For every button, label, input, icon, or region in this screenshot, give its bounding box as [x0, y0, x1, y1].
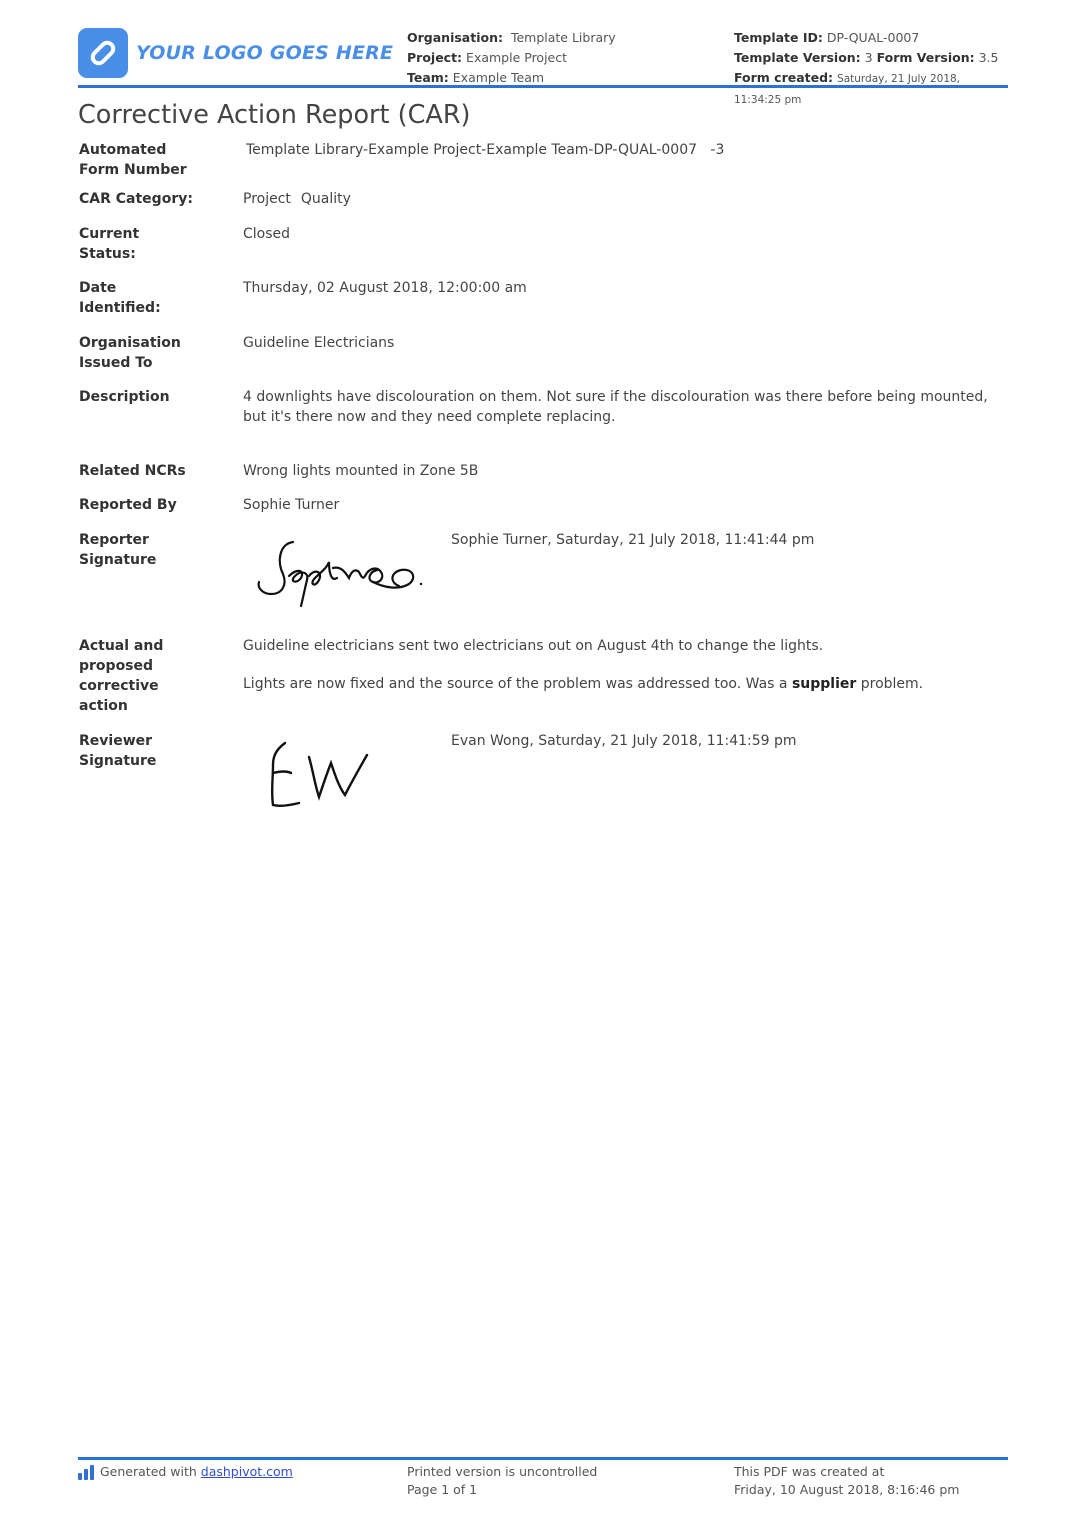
car-category-tag: Project — [243, 191, 291, 207]
page-title: Corrective Action Report (CAR) — [78, 100, 471, 130]
organisation-label: Organisation: — [407, 30, 503, 45]
corrective-action-label-line4: action — [79, 698, 128, 714]
organisation-issued-to-label — [79, 333, 229, 373]
pdf-created-label: This PDF was created at — [734, 1464, 885, 1479]
reviewer-signature-meta: Evan Wong, Saturday, 21 July 2018, 11:41:59 pm — [451, 733, 797, 749]
form-number-label-line2: Form Number — [79, 162, 187, 178]
reviewer-signature-label — [79, 731, 229, 771]
form-created-value: Saturday, 21 July 2018, 11:34:25 pm — [734, 73, 961, 106]
field-reporter-signature — [79, 530, 1009, 620]
date-identified-label-line1: Date — [79, 280, 117, 296]
form-version-value: 3.5 — [978, 50, 999, 65]
reported-by-value: Sophie Turner — [243, 497, 340, 513]
related-ncrs-value: Wrong lights mounted in Zone 5B — [243, 463, 479, 479]
current-status-label-line2: Status: — [79, 246, 136, 262]
team-value: Example Team — [452, 70, 545, 85]
date-identified-value: Thursday, 02 August 2018, 12:00:00 am — [243, 280, 527, 296]
template-version-label: Template Version: — [734, 50, 861, 65]
corrective-action-paragraph — [243, 674, 1003, 694]
car-category-value — [243, 189, 1003, 209]
team-label: Team: — [407, 70, 449, 85]
organisation-issued-to-value: Guideline Electricians — [243, 335, 395, 351]
dashpivot-link[interactable]: dashpivot.com — [200, 1464, 293, 1479]
organisation-value: Template Library — [510, 30, 616, 45]
form-number-label — [79, 140, 229, 180]
logo-icon — [78, 28, 128, 78]
template-version-value: 3 — [864, 50, 873, 65]
organisation-info — [407, 28, 616, 88]
header-divider — [78, 85, 1008, 88]
reporter-signature-label-line2: Signature — [79, 552, 157, 568]
template-id-value: DP-QUAL-0007 — [826, 30, 920, 45]
form-number-label-line1: Automated — [79, 142, 167, 158]
pdf-created-at: Friday, 10 August 2018, 8:16:46 pm — [734, 1482, 960, 1497]
form-number-main: Template Library-Example Project-Example Team-DP-QUAL-0007 — [246, 142, 698, 158]
reviewer-signature-image — [259, 735, 389, 815]
logo — [78, 28, 393, 78]
dashpivot-bars-icon — [78, 1464, 94, 1480]
footer-print-info — [407, 1463, 597, 1499]
current-status-label — [79, 224, 229, 264]
footer-generated — [78, 1463, 293, 1481]
page-number: Page 1 of 1 — [407, 1482, 478, 1497]
form-number-value — [246, 140, 1006, 160]
project-label: Project: — [407, 50, 463, 65]
date-identified-label — [79, 278, 229, 318]
organisation-issued-to-label-line2: Issued To — [79, 355, 153, 371]
form-number-suffix: -3 — [710, 142, 725, 158]
reviewer-signature-label-line2: Signature — [79, 753, 157, 769]
footer-created-info — [734, 1463, 959, 1499]
form-version-label: Form Version: — [876, 50, 975, 65]
generated-prefix: Generated with — [100, 1464, 201, 1479]
printed-note: Printed version is uncontrolled — [407, 1464, 598, 1479]
car-category-label: CAR Category: — [79, 191, 193, 207]
current-status-value: Closed — [243, 226, 291, 242]
reporter-signature-meta: Sophie Turner, Saturday, 21 July 2018, 11:41:44 pm — [451, 532, 815, 548]
template-id-label: Template ID: — [734, 30, 823, 45]
corrective-action-paragraph: Guideline electricians sent two electricians out on August 4th to change the lights. — [243, 638, 824, 654]
reporter-signature-label-line1: Reporter — [79, 532, 149, 548]
corrective-action-value — [243, 636, 1003, 712]
corrective-action-label — [79, 636, 229, 716]
related-ncrs-label: Related NCRs — [79, 463, 186, 479]
form-created-label: Form created: — [734, 70, 834, 85]
reported-by-label: Reported By — [79, 497, 177, 513]
date-identified-label-line2: Identified: — [79, 300, 161, 316]
field-reviewer-signature — [79, 731, 1009, 821]
corrective-action-label-line3: corrective — [79, 678, 159, 694]
corrective-action-label-line1: Actual and — [79, 638, 164, 654]
corrective-action-label-line2: proposed — [79, 658, 154, 674]
description-value: 4 downlights have discolouration on them. Not sure if the discolouration was there before being mounted, but it's there now and they need complete replacing. — [243, 389, 988, 425]
corrective-action-text: Lights are now fixed and the source of the problem was addressed too. Was a — [243, 676, 792, 692]
current-status-label-line1: Current — [79, 226, 140, 242]
footer-divider — [78, 1457, 1008, 1460]
corrective-action-text: problem. — [856, 676, 924, 692]
template-info — [734, 28, 1008, 110]
organisation-issued-to-label-line1: Organisation — [79, 335, 181, 351]
reviewer-signature-label-line1: Reviewer — [79, 733, 153, 749]
corrective-action-emphasis: supplier — [791, 676, 857, 692]
page-header — [78, 24, 1008, 106]
reporter-signature-image — [249, 532, 429, 612]
reporter-signature-label — [79, 530, 229, 570]
description-label: Description — [79, 389, 170, 405]
project-value: Example Project — [466, 50, 568, 65]
car-category-tag: Quality — [300, 191, 351, 207]
logo-text: YOUR LOGO GOES HERE — [136, 42, 394, 64]
